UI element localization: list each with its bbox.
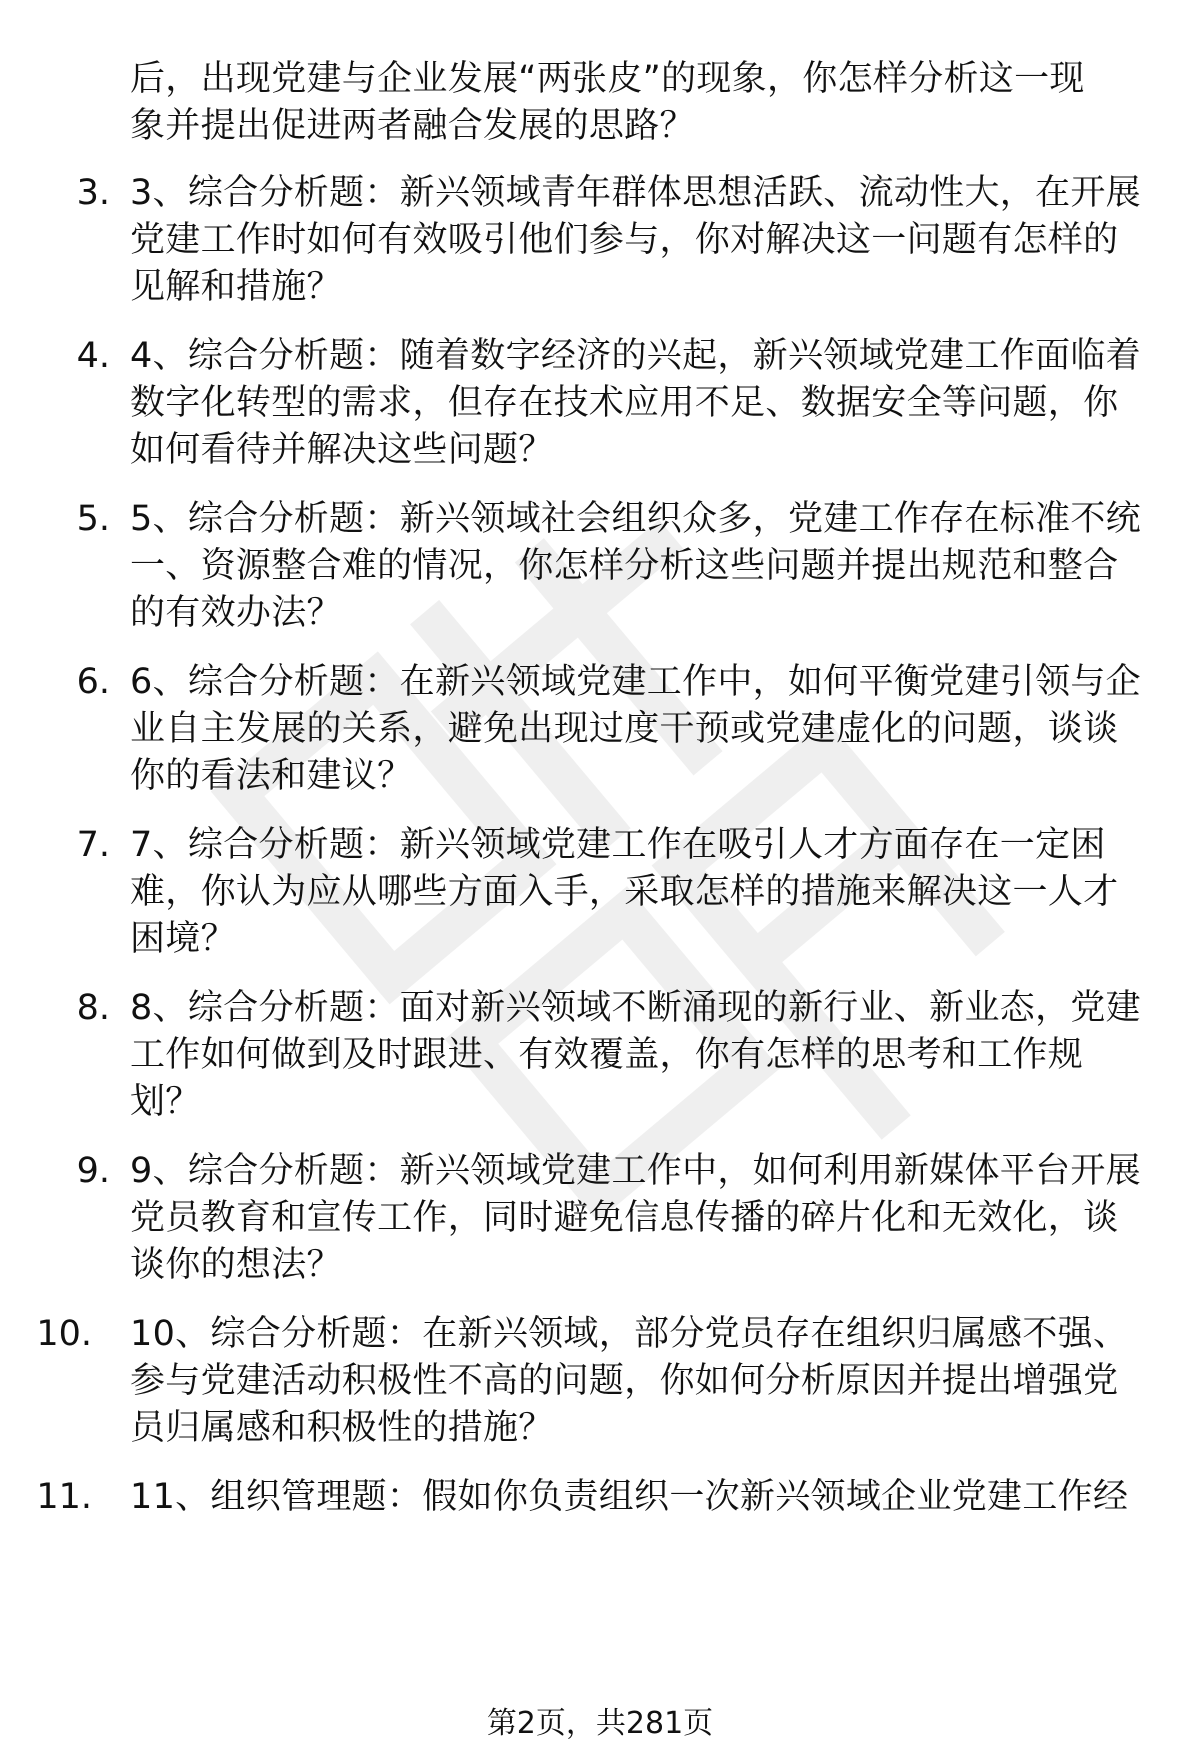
list-number: 4.: [76, 336, 110, 376]
list-item: [130, 333, 1160, 474]
text-line: 如何看待并解决这些问题？: [130, 430, 554, 470]
list-item: [130, 659, 1160, 800]
list-item: [130, 1311, 1160, 1452]
page-number-footer: 第2页，共281页: [486, 1706, 714, 1741]
list-number: 10.: [36, 1314, 92, 1354]
list-number: 5.: [76, 499, 110, 539]
text-line: 参与党建活动积极性不高的问题，你如何分析原因并提出增强党: [130, 1361, 1119, 1401]
text-line: 谈你的想法？: [130, 1245, 342, 1285]
list-item: [130, 1474, 1160, 1521]
text-line: 员归属感和积极性的措施？: [130, 1408, 554, 1448]
text-line: 10、综合分析题：在新兴领域，部分党员存在组织归属感不强、: [130, 1314, 1129, 1354]
text-line: 业自主发展的关系，避免出现过度干预或党建虚化的问题，谈谈: [130, 709, 1119, 749]
text-line: 党员教育和宣传工作，同时避免信息传播的碎片化和无效化，谈: [130, 1198, 1119, 1238]
list-number: 3.: [76, 173, 110, 213]
text-line: 8、综合分析题：面对新兴领域不断涌现的新行业、新业态，党建: [130, 988, 1141, 1028]
text-line: 象并提出促进两者融合发展的思路？: [130, 106, 695, 146]
text-line: 难，你认为应从哪些方面入手，采取怎样的措施来解决这一人才: [130, 872, 1119, 912]
text-line: 数字化转型的需求，但存在技术应用不足、数据安全等问题，你: [130, 383, 1119, 423]
text-line: 后，出现党建与企业发展“两张皮”的现象，你怎样分析这一现: [130, 59, 1085, 99]
text-line: 5、综合分析题：新兴领域社会组织众多，党建工作存在标准不统: [130, 499, 1141, 539]
text-line: 一、资源整合难的情况，你怎样分析这些问题并提出规范和整合: [130, 546, 1119, 586]
list-number: 8.: [76, 988, 110, 1028]
text-line: 见解和措施？: [130, 267, 342, 307]
text-line: 4、综合分析题：随着数字经济的兴起，新兴领域党建工作面临着: [130, 336, 1141, 376]
text-line: 划？: [130, 1082, 201, 1122]
continuation-paragraph: [130, 56, 1160, 150]
list-number: 6.: [76, 662, 110, 702]
text-line: 党建工作时如何有效吸引他们参与，你对解决这一问题有怎样的: [130, 220, 1119, 260]
text-line: 3、综合分析题：新兴领域青年群体思想活跃、流动性大，在开展: [130, 173, 1141, 213]
list-number: 9.: [76, 1151, 110, 1191]
list-number: 7.: [76, 825, 110, 865]
text-line: 6、综合分析题：在新兴领域党建工作中，如何平衡党建引领与企: [130, 662, 1141, 702]
text-line: 11、组织管理题：假如你负责组织一次新兴领域企业党建工作经: [130, 1477, 1129, 1517]
text-line: 的有效办法？: [130, 593, 342, 633]
list-item: [130, 985, 1160, 1126]
text-line: 工作如何做到及时跟进、有效覆盖，你有怎样的思考和工作规: [130, 1035, 1084, 1075]
list-number: 11.: [36, 1477, 92, 1517]
text-line: 你的看法和建议？: [130, 756, 413, 796]
list-item: [130, 1148, 1160, 1289]
list-item: [130, 822, 1160, 963]
list-item: [130, 170, 1160, 311]
text-line: 困境？: [130, 919, 236, 959]
text-line: 7、综合分析题：新兴领域党建工作在吸引人才方面存在一定困: [130, 825, 1106, 865]
list-item: [130, 496, 1160, 637]
text-line: 9、综合分析题：新兴领域党建工作中，如何利用新媒体平台开展: [130, 1151, 1141, 1191]
